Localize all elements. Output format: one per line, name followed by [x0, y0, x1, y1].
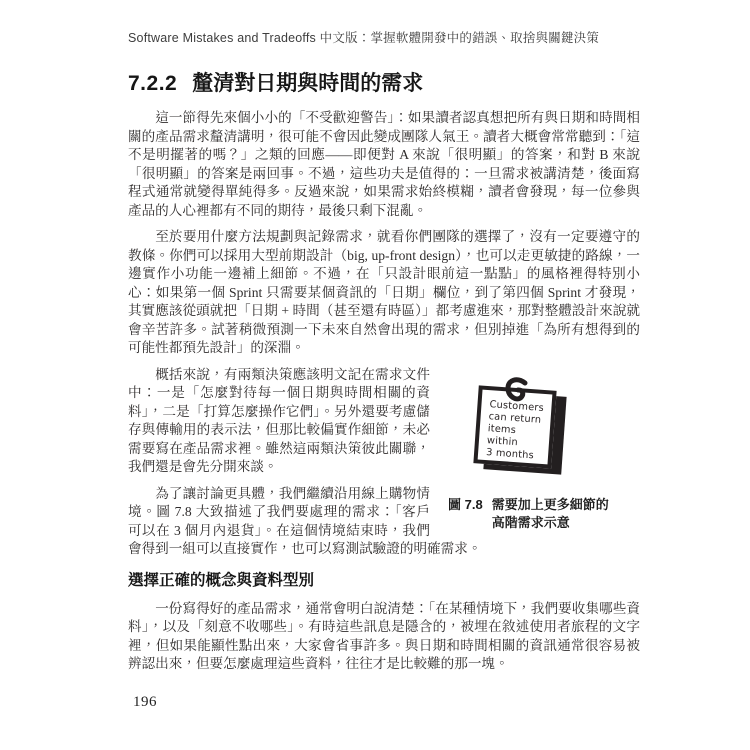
note-line: items within — [486, 422, 519, 448]
paragraph-4: 為了讓討論更具體，我們繼續沿用線上購物情境。圖 7.8 大致描述了我們要處理的需求：「客戶可以在 3 個月內退貨」。在這個情境結束時，我們會得到一組可以直接實作，也可以寫測試驗證的明確需求。 — [128, 485, 482, 556]
paragraph-2: 至於要用什麼方法規劃與記錄需求，就看你們團隊的選擇了，沒有一定要遵守的教條。你們可以採用大型前期設計（big, up-front design），也可以走更敏捷的路線，一邊實作小功能一邊補上細節。不過，在「只設計眼前這一點點」的風格裡得特別小心：如果第一個 Sprint 只需要某個資訊的「日期」欄位，到了第四個 Sprint 才發現，其實應該從頭就把「日期 + 時間（甚至還有時區）」都考慮進來，那對整體設計來說就會辛苦許多。試著稍微預測一下未來自然會出現的需求，但別掉進「為所有想得到的可能性都預先設計」的深淵。 — [128, 229, 640, 355]
hook-clip-icon — [504, 377, 528, 407]
section-number: 7.2.2 — [128, 72, 178, 95]
note-line: 3 months — [485, 446, 535, 461]
sticky-note-illustration — [464, 376, 576, 488]
figure-caption-label: 圖 7.8 — [448, 496, 483, 512]
paragraph-1: 這一節得先來個小小的「不受歡迎警告」：如果讀者認真想把所有與日期和時間相關的產品需求釐清講明，很可能不會因此變成團隊人氣王。讀者大概會常常聽到：「這不是明擺著的嗎？」之類的回應——即便對 A 來說「很明顯」的答案，和對 B 來說「很明顯」的答案是兩回事。不過，這些功夫是值得的：一旦需求被講清楚，後面寫程式通常就變得單純得多。反過來說，如果需求始終模糊，讀者會發現，每一位參與產品的人心裡都有不同的期待，最後只剩下混亂。 — [128, 110, 640, 218]
note-line: can return — [488, 410, 542, 426]
section-heading — [128, 72, 640, 96]
paragraph-3: 概括來說，有兩類決策應該明文記在需求文件中：一是「怎麼對待每一個日期與時間相關的資料」，二是「打算怎麼操作它們」。另外還要考慮儲存與傳輸用的表示法，但那比較偏實作細節，未必需要寫在產品需求裡。雖然這兩類決策彼此關聯，我們還是會先分開來談。 — [128, 366, 430, 474]
page-number: 196 — [133, 694, 157, 710]
section-title: 釐清對日期與時間的需求 — [192, 72, 424, 95]
running-header: Software Mistakes and Tradeoffs 中文版：掌握軟體開發中的錯誤、取捨與關鍵決策 — [128, 31, 600, 45]
figure-caption-line2: 高階需求示意 — [491, 514, 570, 530]
note-line: Customers — [489, 398, 545, 414]
page-content — [128, 0, 640, 682]
figure-7-8 — [446, 376, 640, 532]
paragraph-5: 一份寫得好的產品需求，通常會明白說清楚：「在某種情境下，我們要收集哪些資料」，以及「刻意不收哪些」。有時這些訊息是隱含的，被埋在敘述使用者旅程的文字裡，但如果能顯性點出來，大家會省事許多。與日期和時間相關的資訊通常很容易被辨認出來，但要怎麼處理這些資料，往往才是比較難的那一塊。 — [128, 600, 640, 671]
subsection-heading: 選擇正確的概念與資料型別 — [128, 571, 315, 589]
figure-caption-line1: 需要加上更多細節的 — [491, 496, 609, 512]
figure-caption — [448, 496, 640, 532]
figure-caption-text — [492, 496, 609, 532]
